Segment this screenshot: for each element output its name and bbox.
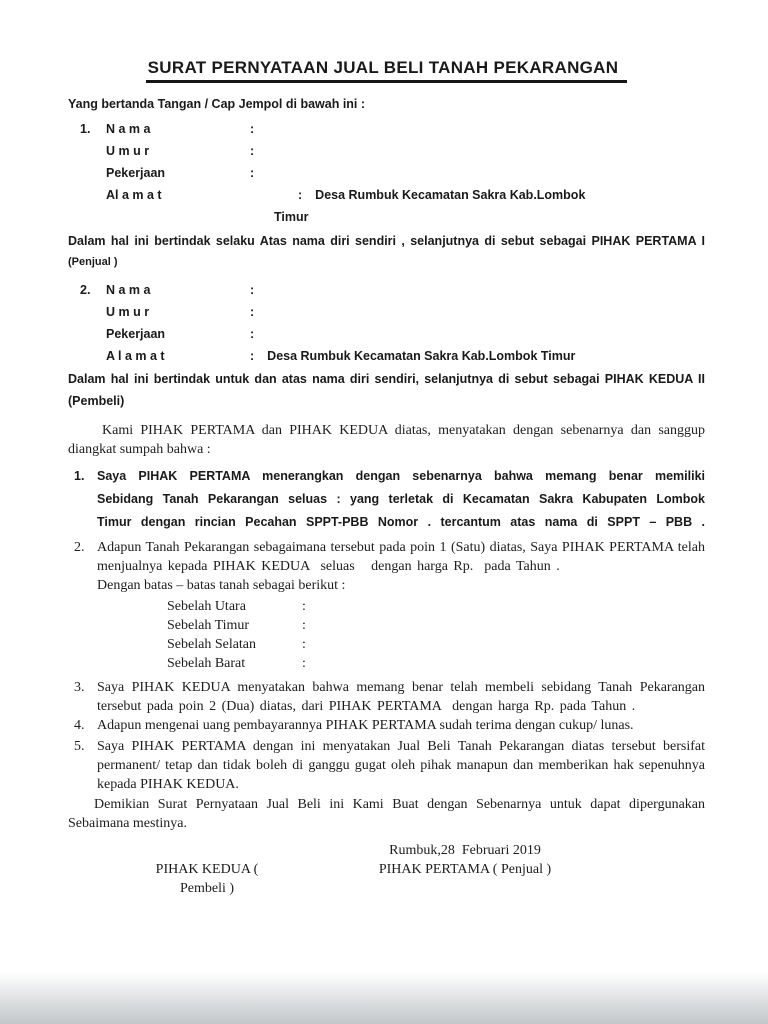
- point-2-line2: menjualnya kepada PIHAK KEDUA seluas dengan harga Rp. pada Tahun .: [97, 559, 560, 574]
- field-value-alamat: Desa Rumbuk Kecamatan Sakra Kab.Lombok Timur: [267, 349, 576, 363]
- point-3-line1: Saya PIHAK KEDUA menyatakan bahwa memang benar telah membeli sebidang Tanah Pekarangan: [97, 680, 705, 695]
- point-1-line1: Saya PIHAK PERTAMA menerangkan dengan sebenarnya bahwa memang benar memiliki: [97, 469, 705, 483]
- signature-date: Rumbuk,28 Februari 2019: [389, 843, 541, 858]
- point-2: [68, 538, 705, 676]
- point-1: [68, 465, 705, 534]
- field-label-pekerjaan: Pekerjaan: [106, 166, 166, 180]
- point-2-subintro: Dengan batas – batas tanah sebagai berikut :: [97, 578, 346, 593]
- field-colon: :: [250, 166, 255, 180]
- field-label-pekerjaan: Pekerjaan: [106, 327, 166, 341]
- party2-row-umur: [106, 301, 705, 323]
- point-1-line3: Timur dengan rincian Pecahan SPPT-PBB Nomor . tercantum atas nama di SPPT – PBB .: [97, 515, 705, 529]
- field-label-nama: N a m a: [106, 283, 151, 297]
- party1-number: 1.: [80, 122, 91, 136]
- closing-line1: Demikian Surat Pernyataan Jual Beli ini Kami Buat dengan Sebenarnya untuk dapat dipergunakan: [94, 797, 705, 812]
- field-colon: :: [250, 122, 255, 136]
- party1-statement: Dalam hal ini bertindak selaku Atas nama diri sendiri , selanjutnya di sebut sebagai PIHAK PERTAMA I: [68, 234, 705, 248]
- field-colon: :: [250, 349, 255, 363]
- point-4: [68, 716, 705, 735]
- party1-block: [68, 118, 705, 277]
- party2-row-alamat: [106, 345, 705, 367]
- boundary-row-timur: [167, 616, 705, 635]
- boundary-colon: :: [302, 656, 306, 671]
- party2-row-pekerjaan: [106, 323, 705, 345]
- closing-line2: Sebaimana mestinya.: [68, 816, 187, 831]
- party2-role-label: (Pembeli): [68, 394, 125, 408]
- field-colon: :: [250, 144, 255, 158]
- field-label-nama: N a m a: [106, 122, 151, 136]
- point-5-line2: permanent/ tetap dan tidak boleh di ganggu gugat oleh pihak manapun dan memberikan hak sepenuhnya: [97, 758, 705, 773]
- boundary-colon: :: [302, 618, 306, 633]
- point-5-line1: Saya PIHAK PERTAMA dengan ini menyatakan Jual Beli Tanah Pekarangan diatas tersebut bersifat: [97, 739, 705, 754]
- point-4-number: 4.: [74, 718, 85, 733]
- party2-row-nama: [68, 279, 705, 301]
- signature-seller-column: [320, 841, 610, 879]
- boundary-label: Sebelah Barat: [167, 656, 246, 671]
- field-label-alamat: Al a m a t: [106, 188, 162, 202]
- point-5-line3: kepada PIHAK KEDUA.: [97, 777, 239, 792]
- signature-block: [68, 841, 705, 911]
- intro-line: Yang bertanda Tangan / Cap Jempol di bawah ini :: [68, 97, 366, 111]
- boundary-colon: :: [302, 599, 306, 614]
- point-4-line1: Adapun mengenai uang pembayarannya PIHAK PERTAMA sudah terima dengan cukup/ lunas.: [97, 718, 634, 733]
- point-1-number: 1.: [74, 469, 85, 483]
- point-3-line2: tersebut pada poin 2 (Dua) diatas, dari PIHAK PERTAMA dengan harga Rp. pada Tahun .: [97, 699, 636, 714]
- boundary-label: Sebelah Selatan: [167, 637, 257, 652]
- point-1-line2: Sebidang Tanah Pekarangan seluas : yang terletak di Kecamatan Sakra Kabupaten Lombok: [97, 492, 705, 506]
- boundary-label: Sebelah Utara: [167, 599, 246, 614]
- field-value-alamat: Desa Rumbuk Kecamatan Sakra Kab.Lombok: [315, 188, 586, 202]
- party1-role-label: (Penjual ): [68, 256, 118, 268]
- field-label-alamat: A l a m a t: [106, 349, 165, 363]
- point-5-number: 5.: [74, 739, 85, 754]
- party1-row-pekerjaan: [106, 162, 705, 184]
- preamble-line1: Kami PIHAK PERTAMA dan PIHAK KEDUA diatas, menyatakan dengan sebenarnya dan sanggup: [102, 423, 705, 438]
- party2-block: [68, 279, 705, 412]
- field-label-umur: U m u r: [106, 144, 150, 158]
- page-bottom-fade: [0, 972, 768, 1024]
- party1-address-carryover: Timur: [274, 210, 309, 224]
- boundary-label: Sebelah Timur: [167, 618, 250, 633]
- party2-number: 2.: [80, 283, 91, 297]
- point-2-number: 2.: [74, 540, 85, 555]
- preamble: [68, 421, 705, 459]
- signature-buyer: PIHAK KEDUA ( Pembeli ): [155, 862, 259, 896]
- document-title: SURAT PERNYATAAN JUAL BELI TANAH PEKARANGAN: [146, 57, 628, 83]
- field-colon: :: [298, 188, 303, 202]
- point-2-line1: Adapun Tanah Pekarangan sebagaimana tersebut pada poin 1 (Satu) diatas, Saya PIHAK PERTAMA telah: [97, 540, 705, 555]
- field-colon: :: [250, 305, 255, 319]
- party2-statement: Dalam hal ini bertindak untuk dan atas nama diri sendiri, selanjutnya di sebut sebagai PIHAK KEDUA II: [68, 372, 705, 386]
- field-label-umur: U m u r: [106, 305, 150, 319]
- field-colon: :: [250, 327, 255, 341]
- signature-seller: PIHAK PERTAMA ( Penjual ): [378, 862, 552, 877]
- point-5: [68, 737, 705, 794]
- party1-row-alamat: [106, 184, 705, 206]
- point-3-number: 3.: [74, 680, 85, 695]
- boundaries-block: [97, 597, 705, 673]
- field-colon: :: [250, 283, 255, 297]
- party1-row-nama: [68, 118, 705, 140]
- boundary-row-utara: [167, 597, 705, 616]
- boundary-row-selatan: [167, 635, 705, 654]
- title-wrap: [68, 57, 705, 83]
- preamble-line2: diangkat sumpah bahwa :: [68, 442, 211, 457]
- boundary-row-barat: [167, 654, 705, 673]
- boundary-colon: :: [302, 637, 306, 652]
- party1-row-umur: [106, 140, 705, 162]
- point-3: [68, 678, 705, 716]
- closing-paragraph: [68, 795, 705, 833]
